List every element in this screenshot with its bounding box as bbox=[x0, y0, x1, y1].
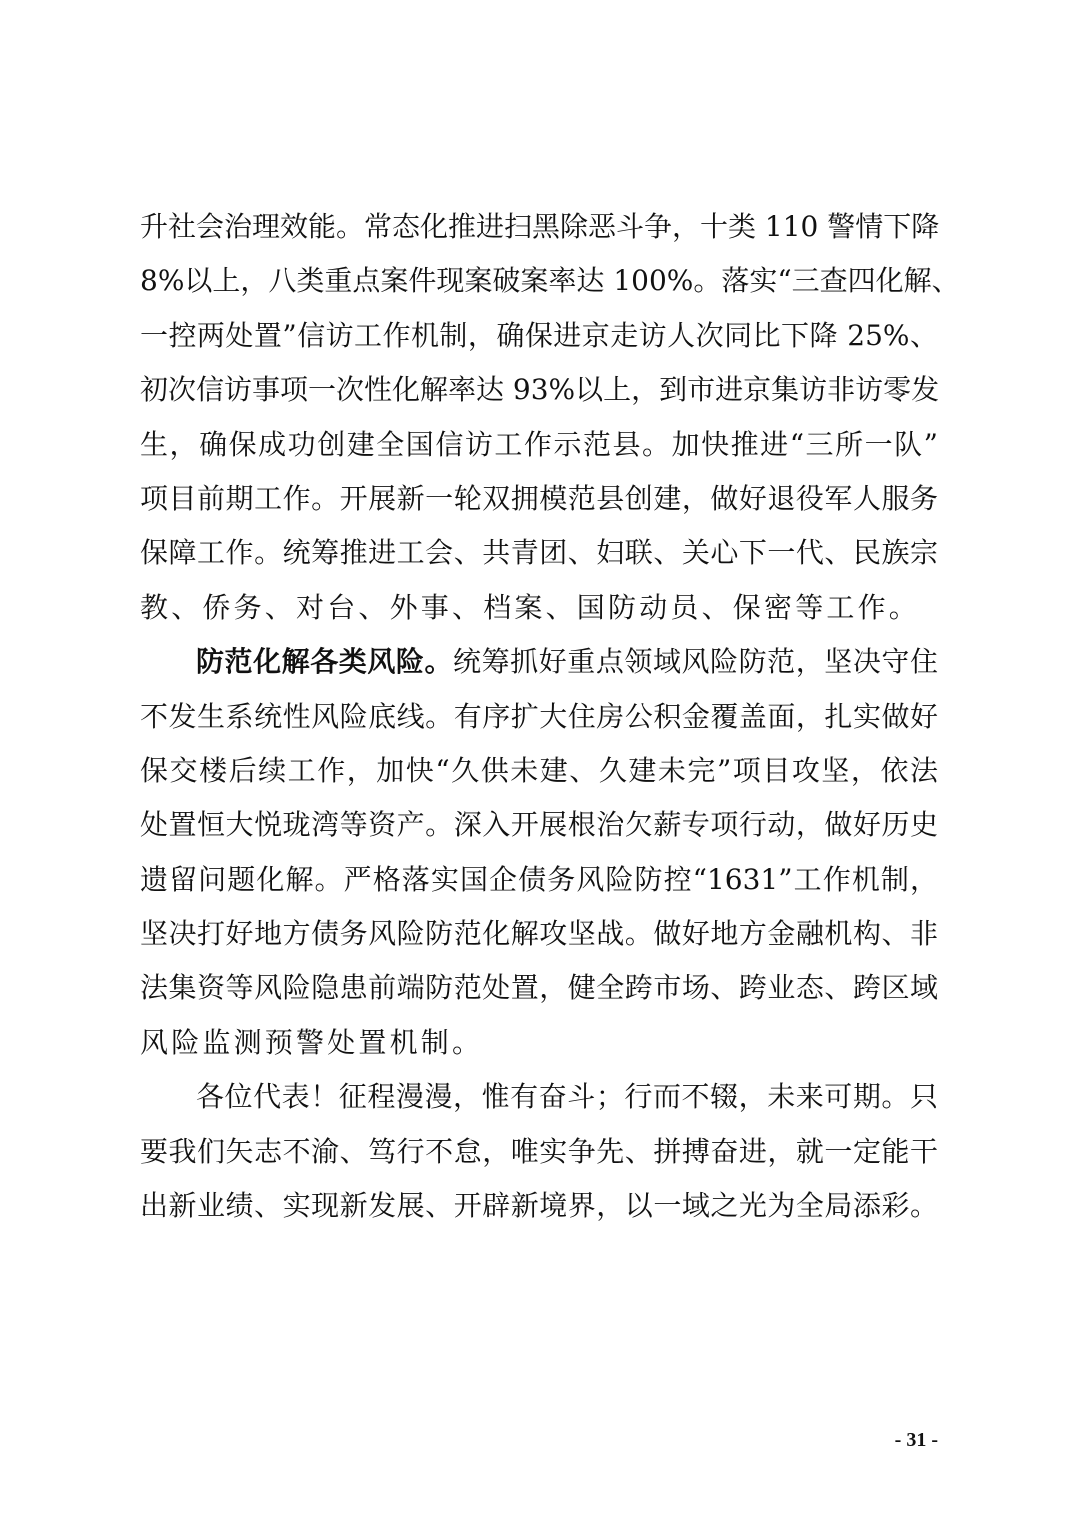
heading-line-text: 统筹抓好重点领域风险防范，坚决守住 bbox=[453, 645, 938, 679]
text-line: 一控两处置”信访工作机制，确保进京走访人次同比下降 25%、 bbox=[140, 318, 938, 352]
document-body bbox=[140, 200, 960, 1233]
text-line: 风险监测预警处置机制。 bbox=[140, 1025, 484, 1059]
paragraph-heading: 防范化解各类风险。 bbox=[196, 645, 454, 679]
text-line: 坚决打好地方债务风险防范化解攻坚战。做好地方金融机构、非 bbox=[140, 917, 938, 951]
text-line: 各位代表！征程漫漫，惟有奋斗；行而不辍，未来可期。只 bbox=[196, 1080, 938, 1114]
text-line: 项目前期工作。开展新一轮双拥模范县创建，做好退役军人服务 bbox=[140, 481, 938, 515]
text-line: 要我们矢志不渝、笃行不怠，唯实争先、拼搏奋进，就一定能干 bbox=[140, 1134, 938, 1168]
text-line: 8%以上，八类重点案件现案破案率达 100%。落实“三查四化解、 bbox=[140, 264, 960, 298]
text-line: 保交楼后续工作，加快“久供未建、久建未完”项目攻坚，依法 bbox=[140, 753, 938, 787]
text-line: 教、侨务、对台、外事、档案、国防动员、保密等工作。 bbox=[140, 590, 921, 624]
text-line: 升社会治理效能。常态化推进扫黑除恶斗争，十类 110 警情下降 bbox=[140, 210, 940, 243]
paragraph-social-governance bbox=[140, 200, 960, 635]
page-number: - 31 - bbox=[894, 1429, 938, 1451]
text-line bbox=[140, 635, 938, 689]
paragraph-risk-prevention bbox=[140, 635, 938, 1070]
text-line: 不发生系统性风险底线。有序扩大住房公积金覆盖面，扎实做好 bbox=[140, 699, 938, 733]
text-line: 遗留问题化解。严格落实国企债务风险防控“1631”工作机制， bbox=[140, 862, 938, 896]
paragraph-closing bbox=[140, 1070, 938, 1233]
text-line: 出新业绩、实现新发展、开辟新境界，以一域之光为全局添彩。 bbox=[140, 1189, 938, 1223]
text-line: 初次信访事项一次性化解率达 93%以上，到市进京集访非访零发 bbox=[140, 373, 940, 407]
text-line: 处置恒大悦珑湾等资产。深入开展根治欠薪专项行动，做好历史 bbox=[140, 808, 938, 842]
text-line: 保障工作。统筹推进工会、共青团、妇联、关心下一代、民族宗 bbox=[140, 536, 938, 570]
text-line: 法集资等风险隐患前端防范处置，健全跨市场、跨业态、跨区域 bbox=[140, 971, 938, 1005]
text-line: 生，确保成功创建全国信访工作示范县。加快推进“三所一队” bbox=[140, 427, 938, 461]
